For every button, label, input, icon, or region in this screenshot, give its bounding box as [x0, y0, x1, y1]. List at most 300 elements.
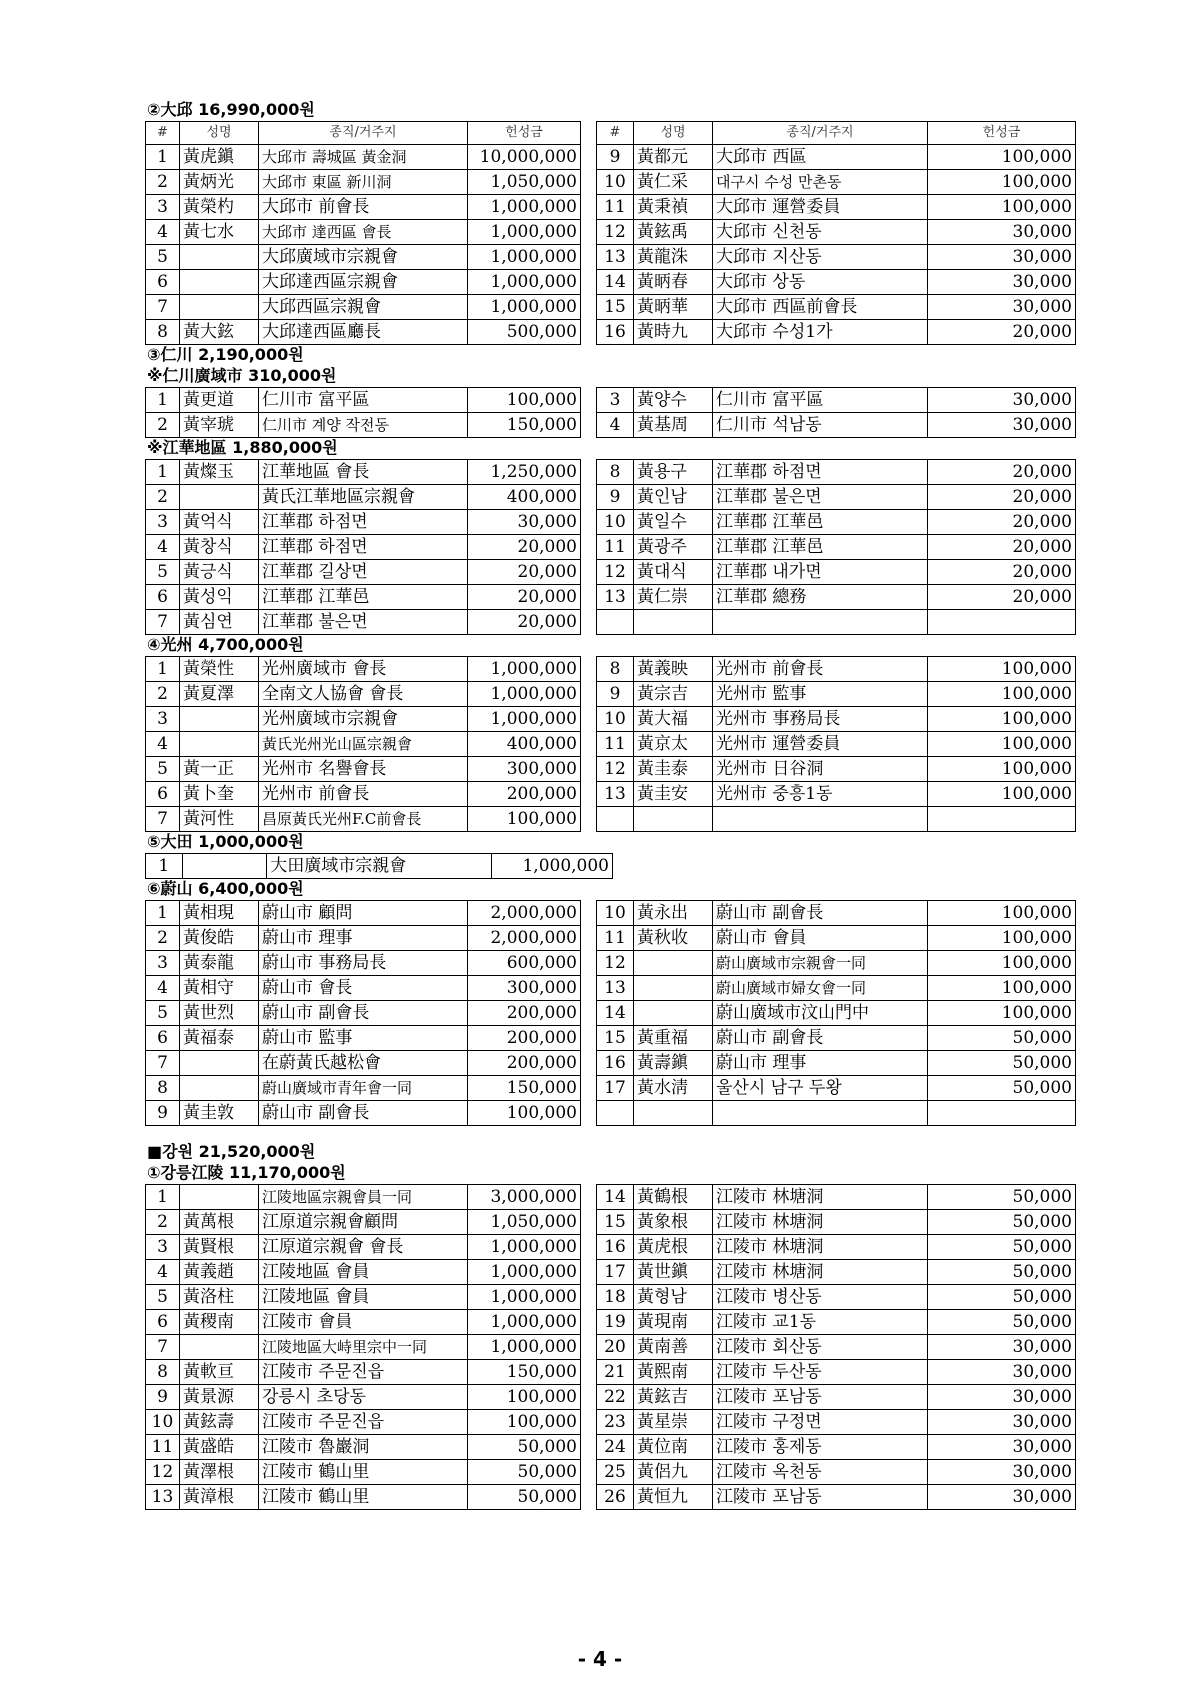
section-heading: ■강원 21,520,000원 [147, 1142, 316, 1161]
row-number: 13 [597, 585, 634, 610]
donor-name: 黃俊皓 [180, 926, 259, 951]
donation-amount: 200,000 [468, 782, 581, 807]
column-gap [581, 320, 597, 345]
row-number: 3 [146, 1235, 180, 1260]
donation-table [145, 1184, 1076, 1510]
donor-name [634, 951, 713, 976]
donor-name: 黃河性 [180, 807, 259, 832]
row-number: 13 [597, 245, 634, 270]
row-number: 5 [146, 757, 180, 782]
donation-amount: 30,000 [928, 1335, 1076, 1360]
row-number: 13 [146, 1485, 180, 1510]
donor-name: 黃圭安 [634, 782, 713, 807]
donation-amount: 30,000 [928, 1460, 1076, 1485]
donor-name: 黃긍식 [180, 560, 259, 585]
table-row [146, 560, 1076, 585]
column-gap [581, 535, 597, 560]
donor-name: 黃義趙 [180, 1260, 259, 1285]
table-row [146, 854, 613, 879]
donation-amount: 100,000 [928, 1001, 1076, 1026]
donor-name: 黃七水 [180, 220, 259, 245]
donor-name [180, 1185, 259, 1210]
donor-name [180, 295, 259, 320]
row-number: 2 [146, 485, 180, 510]
column-gap [581, 682, 597, 707]
section-heading: ②大邱 16,990,000원 [147, 100, 315, 119]
row-number: 3 [146, 195, 180, 220]
row-number: 22 [597, 1385, 634, 1410]
donor-name: 黃時九 [634, 320, 713, 345]
org-residence: 大邱市 지산동 [713, 245, 928, 270]
org-residence: 江華郡 내가면 [713, 560, 928, 585]
table-row [146, 1051, 1076, 1076]
row-number: 2 [146, 926, 180, 951]
row-number: 6 [146, 585, 180, 610]
row-number: 17 [597, 1260, 634, 1285]
header-amount: 헌성금 [468, 122, 581, 145]
org-residence [713, 807, 928, 832]
donor-name: 黃義映 [634, 657, 713, 682]
row-number: 5 [146, 560, 180, 585]
org-residence: 江陵市 주문진읍 [259, 1360, 468, 1385]
org-residence: 大邱市 수성1가 [713, 320, 928, 345]
donation-amount: 300,000 [468, 976, 581, 1001]
donor-name: 黃南善 [634, 1335, 713, 1360]
donor-name: 黃昞春 [634, 270, 713, 295]
donor-name: 黃鉉吉 [634, 1385, 713, 1410]
org-residence [713, 610, 928, 635]
donor-name: 黃漳根 [180, 1485, 259, 1510]
org-residence: 光州市 監事 [713, 682, 928, 707]
row-number: 6 [146, 1026, 180, 1051]
column-gap [581, 485, 597, 510]
org-residence: 蔚山市 副會長 [259, 1001, 468, 1026]
org-residence: 全南文人協會 會長 [259, 682, 468, 707]
donor-name [634, 1001, 713, 1026]
donor-name: 黃位南 [634, 1435, 713, 1460]
table-row [146, 1385, 1076, 1410]
donation-table [145, 656, 1076, 832]
donor-name: 黃世烈 [180, 1001, 259, 1026]
table-row [146, 1235, 1076, 1260]
row-number: 3 [146, 707, 180, 732]
org-residence: 昌原黃氏光州F.C前會長 [259, 807, 468, 832]
row-number: 2 [146, 413, 180, 438]
column-gap [581, 926, 597, 951]
donor-name: 黃洛柱 [180, 1285, 259, 1310]
donation-amount: 100,000 [468, 1101, 581, 1126]
column-gap [581, 245, 597, 270]
org-residence: 蔚山市 副會長 [713, 901, 928, 926]
row-number: 21 [597, 1360, 634, 1385]
table-row [146, 245, 1076, 270]
table-row [146, 682, 1076, 707]
row-number: 10 [597, 707, 634, 732]
donor-name [180, 270, 259, 295]
donation-amount: 50,000 [928, 1260, 1076, 1285]
table-row [146, 732, 1076, 757]
org-residence: 江華郡 하점면 [259, 510, 468, 535]
row-number: 1 [146, 854, 183, 879]
donation-amount [928, 610, 1076, 635]
donation-table [145, 900, 1076, 1126]
row-number: 10 [597, 510, 634, 535]
column-gap [581, 657, 597, 682]
donor-name: 黃榮杓 [180, 195, 259, 220]
org-residence: 大邱市 運營委員 [713, 195, 928, 220]
row-number: 7 [146, 610, 180, 635]
org-residence: 光州廣域市 會長 [259, 657, 468, 682]
donation-amount: 100,000 [468, 388, 581, 413]
donor-name: 黃炳光 [180, 170, 259, 195]
column-gap [581, 388, 597, 413]
table-row [146, 610, 1076, 635]
donor-name [180, 1076, 259, 1101]
donation-amount: 100,000 [928, 782, 1076, 807]
org-residence: 江陵市 鶴山里 [259, 1485, 468, 1510]
org-residence: 江華郡 總務 [713, 585, 928, 610]
donor-name: 黃賢根 [180, 1235, 259, 1260]
donation-amount: 400,000 [468, 485, 581, 510]
column-gap [581, 976, 597, 1001]
donation-amount: 30,000 [468, 510, 581, 535]
row-number: 5 [146, 1285, 180, 1310]
org-residence: 蔚山市 監事 [259, 1026, 468, 1051]
row-number: 20 [597, 1335, 634, 1360]
table-row [146, 485, 1076, 510]
donor-name: 黃虎根 [634, 1235, 713, 1260]
org-residence: 江陵市 교1동 [713, 1310, 928, 1335]
column-gap [581, 782, 597, 807]
donor-name: 黃圭泰 [634, 757, 713, 782]
column-gap [581, 1310, 597, 1335]
column-gap [581, 460, 597, 485]
donor-name: 黃都元 [634, 145, 713, 170]
row-number: 6 [146, 1310, 180, 1335]
donation-amount: 50,000 [468, 1435, 581, 1460]
donation-amount: 150,000 [468, 1076, 581, 1101]
donor-name: 黃澤根 [180, 1460, 259, 1485]
donor-name: 黃更道 [180, 388, 259, 413]
donation-amount: 150,000 [468, 413, 581, 438]
org-residence: 蔚山廣域市汶山門中 [713, 1001, 928, 1026]
donor-name: 黃榮性 [180, 657, 259, 682]
donation-amount: 50,000 [928, 1310, 1076, 1335]
org-residence: 光州市 前會長 [713, 657, 928, 682]
donation-amount: 50,000 [928, 1235, 1076, 1260]
org-residence: 蔚山市 理事 [713, 1051, 928, 1076]
document-page [145, 100, 1075, 1510]
header-name: 성명 [180, 122, 259, 145]
table-row [146, 1410, 1076, 1435]
table-row [146, 195, 1076, 220]
table-row [146, 1310, 1076, 1335]
org-residence: 大邱市 東區 新川洞 [259, 170, 468, 195]
donation-amount: 20,000 [928, 560, 1076, 585]
donation-amount: 400,000 [468, 732, 581, 757]
donation-amount: 50,000 [928, 1026, 1076, 1051]
donation-amount: 30,000 [928, 388, 1076, 413]
donation-amount: 1,000,000 [468, 707, 581, 732]
table-row [146, 926, 1076, 951]
table-row [146, 807, 1076, 832]
column-gap [581, 951, 597, 976]
donation-amount: 20,000 [928, 460, 1076, 485]
donation-amount: 30,000 [928, 245, 1076, 270]
org-residence: 黃氏光州光山區宗親會 [259, 732, 468, 757]
row-number: 8 [146, 1360, 180, 1385]
donor-name: 黃虎鎭 [180, 145, 259, 170]
donation-amount: 600,000 [468, 951, 581, 976]
org-residence: 蔚山廣域市青年會一同 [259, 1076, 468, 1101]
org-residence: 江華郡 江華邑 [713, 510, 928, 535]
table-row [146, 170, 1076, 195]
org-residence: 江陵市 구정면 [713, 1410, 928, 1435]
row-number: 12 [597, 951, 634, 976]
org-residence: 仁川市 富平區 [259, 388, 468, 413]
row-number: 11 [597, 732, 634, 757]
donor-name [180, 1335, 259, 1360]
donor-name: 黃일수 [634, 510, 713, 535]
donor-name: 黃宗吉 [634, 682, 713, 707]
row-number [597, 610, 634, 635]
donor-name: 黃鶴根 [634, 1185, 713, 1210]
row-number: 1 [146, 460, 180, 485]
donor-name: 黃성익 [180, 585, 259, 610]
table-row [146, 320, 1076, 345]
donor-name: 黃侶九 [634, 1460, 713, 1485]
org-residence: 大邱市 壽城區 黃金洞 [259, 145, 468, 170]
column-gap [581, 732, 597, 757]
donation-table [145, 387, 1076, 438]
org-residence: 江華郡 길상면 [259, 560, 468, 585]
donation-amount: 1,000,000 [468, 682, 581, 707]
donor-name: 黃泰龍 [180, 951, 259, 976]
row-number: 16 [597, 1051, 634, 1076]
column-gap [581, 1285, 597, 1310]
column-gap [581, 1235, 597, 1260]
donation-amount: 100,000 [928, 170, 1076, 195]
org-residence: 江華郡 하점면 [259, 535, 468, 560]
row-number: 11 [597, 926, 634, 951]
row-number [597, 1101, 634, 1126]
donation-amount: 100,000 [468, 1385, 581, 1410]
donor-name: 黃基周 [634, 413, 713, 438]
donor-name: 黃現南 [634, 1310, 713, 1335]
section-heading: ※江華地區 1,880,000원 [147, 438, 338, 457]
org-residence: 江陵市 林塘洞 [713, 1260, 928, 1285]
donation-amount: 1,050,000 [468, 1210, 581, 1235]
donation-amount: 1,050,000 [468, 170, 581, 195]
row-number: 1 [146, 657, 180, 682]
table-row [146, 535, 1076, 560]
row-number: 15 [597, 1210, 634, 1235]
row-number: 9 [597, 682, 634, 707]
org-residence: 光州市 중흥1동 [713, 782, 928, 807]
row-number: 10 [597, 170, 634, 195]
table-row [146, 1101, 1076, 1126]
column-gap [581, 1410, 597, 1435]
table-row [146, 1260, 1076, 1285]
org-residence: 大邱市 達西區 會長 [259, 220, 468, 245]
donation-amount: 50,000 [928, 1285, 1076, 1310]
donation-amount: 1,000,000 [468, 195, 581, 220]
org-residence: 울산시 남구 두왕 [713, 1076, 928, 1101]
donation-amount: 150,000 [468, 1360, 581, 1385]
row-number: 17 [597, 1076, 634, 1101]
table-row [146, 460, 1076, 485]
donor-name: 黃福泰 [180, 1026, 259, 1051]
row-number: 14 [597, 1185, 634, 1210]
org-residence: 蔚山市 事務局長 [259, 951, 468, 976]
donation-amount: 30,000 [928, 295, 1076, 320]
column-gap [581, 270, 597, 295]
org-residence: 江華郡 江華邑 [713, 535, 928, 560]
table-row [146, 145, 1076, 170]
org-residence: 大邱市 신천동 [713, 220, 928, 245]
donation-amount: 100,000 [928, 657, 1076, 682]
org-residence: 仁川市 석남동 [713, 413, 928, 438]
donation-amount: 1,000,000 [468, 1235, 581, 1260]
row-number: 3 [597, 388, 634, 413]
org-residence: 蔚山市 副會長 [259, 1101, 468, 1126]
donation-amount: 1,000,000 [468, 245, 581, 270]
donation-amount: 2,000,000 [468, 901, 581, 926]
org-residence: 仁川市 富平區 [713, 388, 928, 413]
donation-amount: 1,000,000 [468, 1285, 581, 1310]
row-number: 16 [597, 1235, 634, 1260]
donation-amount: 1,250,000 [468, 460, 581, 485]
org-residence: 江陵市 주문진읍 [259, 1410, 468, 1435]
donation-amount: 2,000,000 [468, 926, 581, 951]
donor-name [634, 807, 713, 832]
org-residence: 大邱達西區宗親會 [259, 270, 468, 295]
table-row [146, 901, 1076, 926]
donor-name [634, 1101, 713, 1126]
donor-name: 黃重福 [634, 1026, 713, 1051]
donation-amount: 100,000 [928, 732, 1076, 757]
table-row [146, 295, 1076, 320]
org-residence: 蔚山市 會員 [713, 926, 928, 951]
header-name: 성명 [634, 122, 713, 145]
row-number: 19 [597, 1310, 634, 1335]
donor-name [180, 732, 259, 757]
donor-name: 黃圭敦 [180, 1101, 259, 1126]
table-row [146, 757, 1076, 782]
donation-amount: 30,000 [928, 1485, 1076, 1510]
org-residence: 江陵市 옥천동 [713, 1460, 928, 1485]
row-number: 7 [146, 1335, 180, 1360]
donation-amount: 1,000,000 [468, 270, 581, 295]
table-row [146, 1485, 1076, 1510]
donor-name [180, 1051, 259, 1076]
table-row [146, 782, 1076, 807]
donation-amount: 1,000,000 [468, 295, 581, 320]
table-row [146, 1435, 1076, 1460]
table-row [146, 1210, 1076, 1235]
donation-amount: 20,000 [928, 485, 1076, 510]
row-number: 12 [597, 220, 634, 245]
org-residence: 大邱市 前會長 [259, 195, 468, 220]
row-number: 8 [146, 1076, 180, 1101]
donation-amount: 200,000 [468, 1001, 581, 1026]
table-row [146, 1285, 1076, 1310]
table-row [146, 657, 1076, 682]
org-residence: 江華地區 會長 [259, 460, 468, 485]
row-number: 2 [146, 682, 180, 707]
org-residence: 江陵市 포남동 [713, 1385, 928, 1410]
org-residence: 蔚山市 顧問 [259, 901, 468, 926]
org-residence: 江陵市 포남동 [713, 1485, 928, 1510]
row-number: 10 [146, 1410, 180, 1435]
section-heading: ③仁川 2,190,000원 [147, 345, 304, 364]
column-gap [581, 610, 597, 635]
donation-amount: 20,000 [468, 585, 581, 610]
donation-amount: 100,000 [928, 901, 1076, 926]
donation-amount: 100,000 [928, 976, 1076, 1001]
column-gap [581, 1026, 597, 1051]
table-row [146, 220, 1076, 245]
table-row [146, 388, 1076, 413]
column-gap [581, 295, 597, 320]
donor-name: 黃卜奎 [180, 782, 259, 807]
table-row [146, 1076, 1076, 1101]
org-residence: 江陵市 병산동 [713, 1285, 928, 1310]
header-org-residence: 종직/거주지 [259, 122, 468, 145]
donor-name [180, 245, 259, 270]
donor-name: 黃盛皓 [180, 1435, 259, 1460]
donation-amount [928, 807, 1076, 832]
donor-name: 黃창식 [180, 535, 259, 560]
org-residence: 대구시 수성 만촌동 [713, 170, 928, 195]
row-number: 3 [146, 951, 180, 976]
section-heading: ①강릉江陵 11,170,000원 [147, 1163, 346, 1182]
donation-amount: 1,000,000 [468, 220, 581, 245]
org-residence: 강릉시 초당동 [259, 1385, 468, 1410]
donor-name: 黃世鎭 [634, 1260, 713, 1285]
donor-name: 黃龍洙 [634, 245, 713, 270]
donor-name: 黃永出 [634, 901, 713, 926]
donor-name: 黃夏澤 [180, 682, 259, 707]
row-number: 1 [146, 1185, 180, 1210]
org-residence: 江陵市 鶴山里 [259, 1460, 468, 1485]
row-number: 4 [146, 220, 180, 245]
org-residence: 光州市 前會長 [259, 782, 468, 807]
table-row [146, 976, 1076, 1001]
org-residence: 在蔚黃氏越松會 [259, 1051, 468, 1076]
donor-name: 黃景源 [180, 1385, 259, 1410]
org-residence: 仁川市 계양 작전동 [259, 413, 468, 438]
row-number: 2 [146, 170, 180, 195]
donation-amount: 30,000 [928, 1360, 1076, 1385]
donation-amount: 100,000 [928, 951, 1076, 976]
donor-name: 黃相現 [180, 901, 259, 926]
table-row [146, 1460, 1076, 1485]
donor-name: 黃仁采 [634, 170, 713, 195]
donation-amount: 30,000 [928, 1435, 1076, 1460]
org-residence: 江華郡 불은면 [259, 610, 468, 635]
section-heading: ※仁川廣域市 310,000원 [147, 366, 337, 385]
row-number: 4 [146, 1260, 180, 1285]
org-residence: 江華郡 江華邑 [259, 585, 468, 610]
row-number: 18 [597, 1285, 634, 1310]
column-gap [581, 170, 597, 195]
column-gap [581, 1335, 597, 1360]
table-row [146, 951, 1076, 976]
donor-name [180, 485, 259, 510]
row-number: 3 [146, 510, 180, 535]
org-residence: 江陵市 會員 [259, 1310, 468, 1335]
